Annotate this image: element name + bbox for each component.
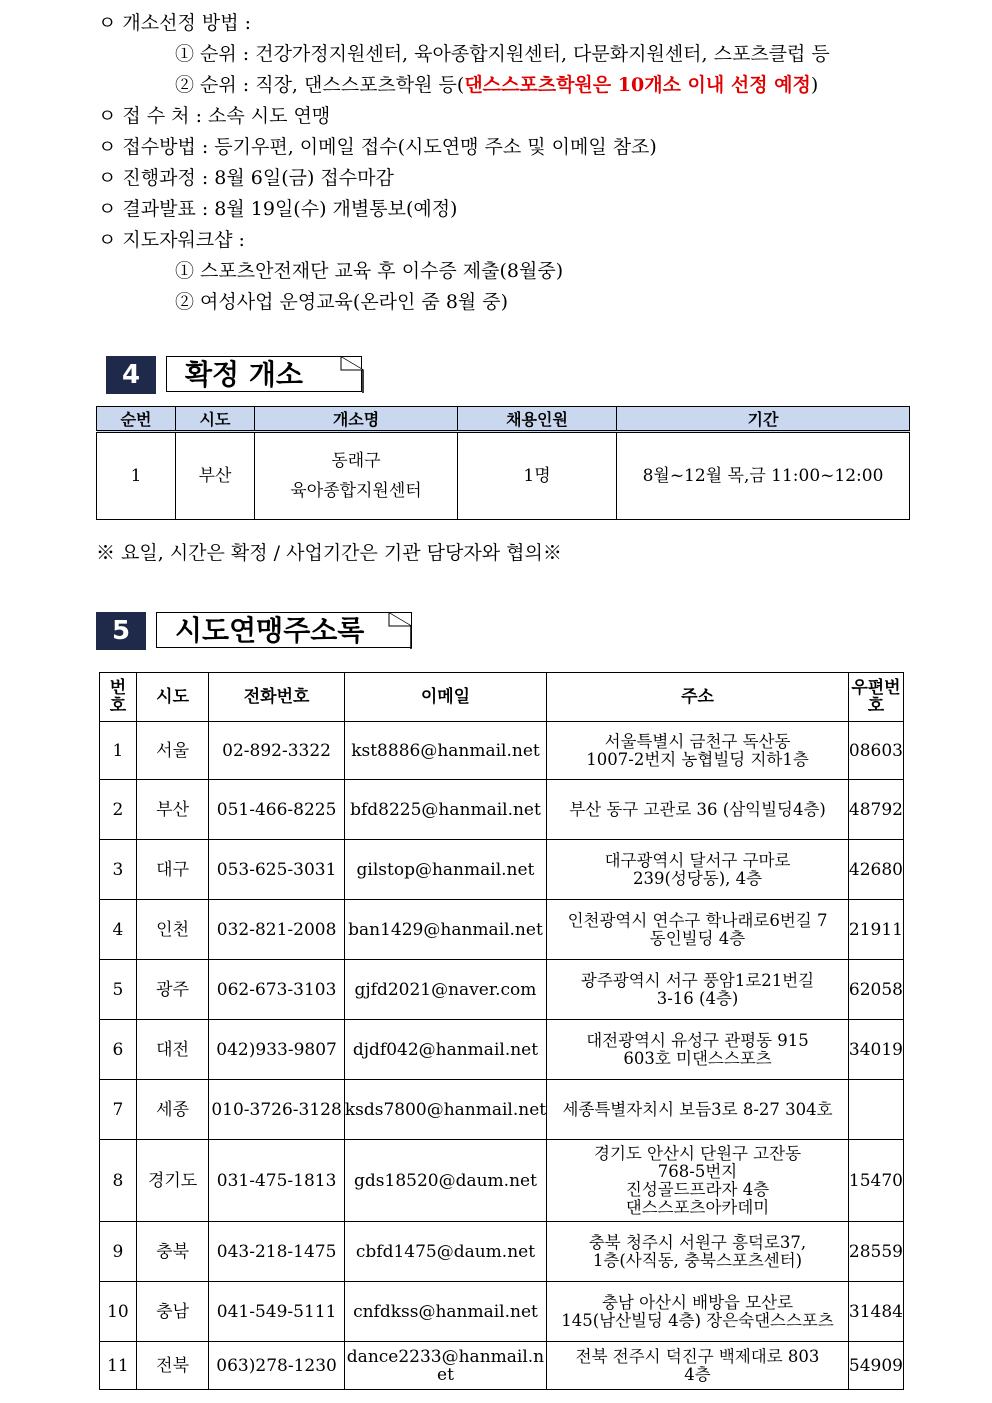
bullet-progress: ㅇ 진행과정 : 8월 6일(금) 접수마감 xyxy=(98,167,394,189)
cell-no: 7 xyxy=(100,1080,137,1140)
priority-2-text: ② 순위 : 직장, 댄스스포츠학원 등( xyxy=(175,74,465,96)
cell-phone: 051-466-8225 xyxy=(209,780,344,840)
cell-address: 서울특별시 금천구 독산동 1007-2번지 농협빌딩 지하1층 xyxy=(547,722,849,780)
cell-address: 충북 청주시 서원구 흥덕로37, 1층(사직동, 충북스포츠센터) xyxy=(547,1222,849,1282)
cell-address: 부산 동구 고관로 36 (삼익빌딩4층) xyxy=(547,780,849,840)
header-no: 순번 xyxy=(97,407,176,432)
cell-period: 8월~12월 목,금 11:00~12:00 xyxy=(617,432,910,520)
table-row xyxy=(100,960,904,1020)
cell-no: 6 xyxy=(100,1020,137,1080)
header-staff: 채용인원 xyxy=(458,407,617,432)
cell-sido: 세종 xyxy=(136,1080,208,1140)
federation-address-table xyxy=(99,672,904,1390)
cell-email: kst8886@hanmail.net xyxy=(344,722,546,780)
cell-sido: 광주 xyxy=(136,960,208,1020)
cell-no: 2 xyxy=(100,780,137,840)
cell-sido: 인천 xyxy=(136,900,208,960)
cell-email: cbfd1475@daum.net xyxy=(344,1222,546,1282)
cell-zip: 31484 xyxy=(848,1282,903,1342)
cell-zip: 08603 xyxy=(848,722,903,780)
header-zip: 우편번 호 xyxy=(848,673,903,722)
cell-no: 4 xyxy=(100,900,137,960)
cell-address: 광주광역시 서구 풍암1로21번길 3-16 (4층) xyxy=(547,960,849,1020)
section-4-tab-shape xyxy=(166,356,366,394)
header-address: 주소 xyxy=(547,673,849,722)
header-phone: 전화번호 xyxy=(209,673,344,722)
section-4-note: ※ 요일, 시간은 확정 / 사업기간은 기관 담당자와 협의※ xyxy=(96,542,562,564)
cell-address: 인천광역시 연수구 학나래로6번길 7 동인빌딩 4층 xyxy=(547,900,849,960)
cell-sido: 대구 xyxy=(136,840,208,900)
cell-sido: 대전 xyxy=(136,1020,208,1080)
cell-no: 8 xyxy=(100,1140,137,1222)
confirmed-sites-table xyxy=(96,406,910,520)
cell-no: 1 xyxy=(100,722,137,780)
table-row xyxy=(100,722,904,780)
section-4-number: 4 xyxy=(106,356,156,394)
cell-address: 세종특별자치시 보듬3로 8-27 304호 xyxy=(547,1080,849,1140)
cell-no: 9 xyxy=(100,1222,137,1282)
table-row xyxy=(100,1342,904,1390)
bullet-selection-priority-1: ① 순위 : 건강가정지원센터, 육아종합지원센터, 다문화지원센터, 스포츠클럽 등 xyxy=(175,43,830,65)
cell-zip: 48792 xyxy=(848,780,903,840)
header-no: 번 호 xyxy=(100,673,137,722)
cell-phone: 062-673-3103 xyxy=(209,960,344,1020)
table-row xyxy=(100,840,904,900)
section-4-title: 확정 개소 xyxy=(166,356,362,392)
cell-zip: 15470 xyxy=(848,1140,903,1222)
cell-address: 대구광역시 달서구 구마로 239(성당동), 4층 xyxy=(547,840,849,900)
bullet-workshop-2: ② 여성사업 운영교육(온라인 줌 8월 중) xyxy=(175,291,509,313)
cell-email: gds18520@daum.net xyxy=(344,1140,546,1222)
cell-zip: 62058 xyxy=(848,960,903,1020)
cell-sido: 서울 xyxy=(136,722,208,780)
table-row xyxy=(100,1140,904,1222)
header-sido: 시도 xyxy=(136,673,208,722)
cell-staff: 1명 xyxy=(458,432,617,520)
cell-zip: 21911 xyxy=(848,900,903,960)
cell-address: 대전광역시 유성구 관평동 915 603호 미댄스스포츠 xyxy=(547,1020,849,1080)
cell-sido: 경기도 xyxy=(136,1140,208,1222)
cell-phone: 031-475-1813 xyxy=(209,1140,344,1222)
bullet-selection-method: ㅇ 개소선정 방법 : xyxy=(98,12,251,34)
cell-no: 1 xyxy=(97,432,176,520)
cell-email: ban1429@hanmail.net xyxy=(344,900,546,960)
cell-sido: 부산 xyxy=(176,432,255,520)
table-row xyxy=(100,780,904,840)
cell-phone: 010-3726-3128 xyxy=(209,1080,344,1140)
cell-phone: 053-625-3031 xyxy=(209,840,344,900)
section-4-header xyxy=(106,356,366,394)
cell-zip: 28559 xyxy=(848,1222,903,1282)
site-name-line-2: 육아종합지원센터 xyxy=(290,481,422,501)
priority-2-highlight: 댄스스포츠학원은 10개소 이내 선정 예정 xyxy=(464,74,811,96)
cell-no: 5 xyxy=(100,960,137,1020)
table-header-row xyxy=(97,407,910,432)
cell-site-name xyxy=(255,432,458,520)
cell-email: cnfdkss@hanmail.net xyxy=(344,1282,546,1342)
cell-phone: 02-892-3322 xyxy=(209,722,344,780)
section-5-header xyxy=(96,612,416,650)
address-rows xyxy=(100,722,904,1390)
priority-2-close: ) xyxy=(810,74,819,96)
cell-zip xyxy=(848,1080,903,1140)
cell-no: 11 xyxy=(100,1342,137,1390)
section-5-number: 5 xyxy=(96,612,146,650)
bullet-reception: ㅇ 접 수 처 : 소속 시도 연맹 xyxy=(98,105,331,127)
cell-zip: 34019 xyxy=(848,1020,903,1080)
cell-no: 3 xyxy=(100,840,137,900)
cell-address: 경기도 안산시 단원구 고잔동 768-5번지 진성골드프라자 4층 댄스스포츠아카데미 xyxy=(547,1140,849,1222)
header-email: 이메일 xyxy=(344,673,546,722)
section-5-title: 시도연맹주소록 xyxy=(156,612,412,648)
cell-phone: 032-821-2008 xyxy=(209,900,344,960)
bullet-workshop: ㅇ 지도자워크샵 : xyxy=(98,229,245,251)
header-site-name: 개소명 xyxy=(255,407,458,432)
cell-sido: 충북 xyxy=(136,1222,208,1282)
table-row xyxy=(100,900,904,960)
table-row xyxy=(97,432,910,520)
table-header-row xyxy=(100,673,904,722)
bullet-reception-method: ㅇ 접수방법 : 등기우편, 이메일 접수(시도연맹 주소 및 이메일 참조) xyxy=(98,136,657,158)
cell-no: 10 xyxy=(100,1282,137,1342)
header-period: 기간 xyxy=(617,407,910,432)
cell-zip: 42680 xyxy=(848,840,903,900)
table-row xyxy=(100,1282,904,1342)
cell-email: gjfd2021@naver.com xyxy=(344,960,546,1020)
bullet-workshop-1: ① 스포츠안전재단 교육 후 이수증 제출(8월중) xyxy=(175,260,564,282)
cell-phone: 043-218-1475 xyxy=(209,1222,344,1282)
section-5-tab-shape xyxy=(156,612,416,650)
cell-address: 충남 아산시 배방읍 모산로 145(남산빌딩 4층) 장은숙댄스스포츠 xyxy=(547,1282,849,1342)
table-row xyxy=(100,1222,904,1282)
table-row xyxy=(100,1020,904,1080)
cell-sido: 전북 xyxy=(136,1342,208,1390)
cell-sido: 충남 xyxy=(136,1282,208,1342)
cell-email: gilstop@hanmail.net xyxy=(344,840,546,900)
cell-address: 전북 전주시 덕진구 백제대로 803 4층 xyxy=(547,1342,849,1390)
cell-email: dance2233@hanmail.n et xyxy=(344,1342,546,1390)
cell-phone: 042)933-9807 xyxy=(209,1020,344,1080)
cell-email: bfd8225@hanmail.net xyxy=(344,780,546,840)
cell-phone: 063)278-1230 xyxy=(209,1342,344,1390)
header-sido: 시도 xyxy=(176,407,255,432)
cell-sido: 부산 xyxy=(136,780,208,840)
bullet-result: ㅇ 결과발표 : 8월 19일(수) 개별통보(예정) xyxy=(98,198,458,220)
cell-email: ksds7800@hanmail.net xyxy=(344,1080,546,1140)
table-row xyxy=(100,1080,904,1140)
bullet-selection-priority-2 xyxy=(175,72,818,98)
cell-phone: 041-549-5111 xyxy=(209,1282,344,1342)
site-name-line-1: 동래구 xyxy=(331,451,381,471)
cell-zip: 54909 xyxy=(848,1342,903,1390)
cell-email: djdf042@hanmail.net xyxy=(344,1020,546,1080)
